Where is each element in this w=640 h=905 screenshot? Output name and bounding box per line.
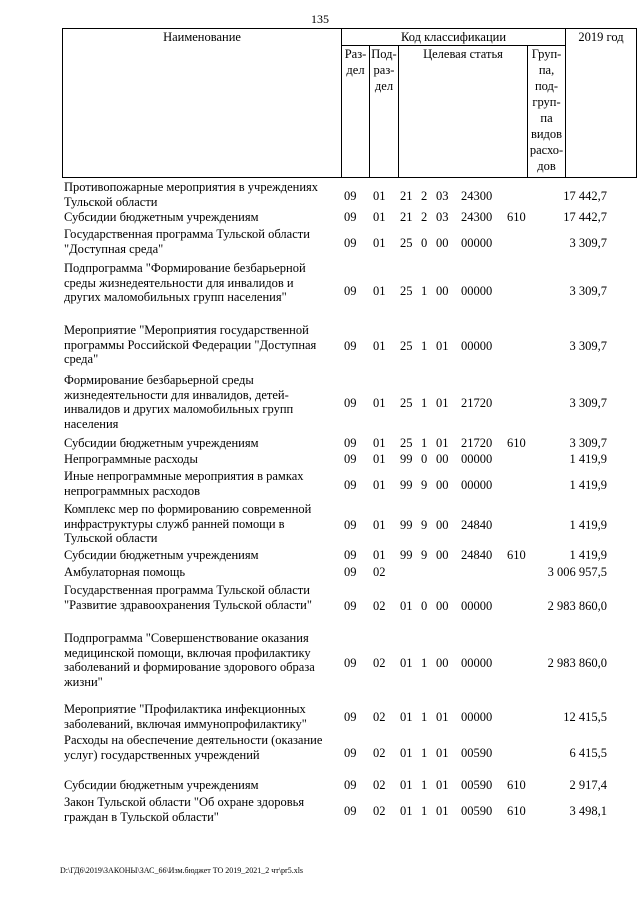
row-code-3: 25 (400, 396, 413, 410)
row-code-6: 00000 (461, 478, 493, 492)
row-name: Расходы на обеспечение деятельности (оказание услуг) государственных учреждений (64, 733, 323, 762)
row-code-6: 00590 (461, 746, 493, 760)
row-code-2: 02 (373, 746, 386, 760)
row-name: Субсидии бюджетным учреждениям (64, 778, 259, 792)
row-code-2: 01 (373, 548, 386, 562)
row-name: Формирование безбарьерной среды жизнедеятельности для инвалидов, детей-инвалидов и других маломобильных групп населения (64, 373, 294, 431)
row-code-2: 01 (373, 236, 386, 250)
row-code-5: 01 (436, 396, 449, 410)
row-amount: 6 415,5 (569, 746, 607, 760)
row-code-3: 25 (400, 436, 413, 450)
row-code-5: 00 (436, 236, 449, 250)
row-amount: 2 983 860,0 (547, 656, 607, 670)
row-amount: 3 309,7 (569, 236, 607, 250)
row-code-4: 9 (421, 478, 428, 492)
row-code-4: 0 (421, 452, 428, 466)
header-target: Целевая статья (399, 46, 528, 178)
row-code-5: 01 (436, 778, 449, 792)
row-code-4: 1 (421, 396, 428, 410)
row-amount: 3 498,1 (569, 804, 607, 818)
row-name: Мероприятие "Мероприятия государственной программы Российской Федерации "Доступная среда" (64, 323, 317, 366)
row-name: Амбулаторная помощь (64, 565, 186, 579)
row-code-3: 25 (400, 236, 413, 250)
row-code-1: 09 (344, 746, 357, 760)
row-name: Закон Тульской области "Об охране здоровья граждан в Тульской области" (64, 795, 305, 824)
row-code-5: 01 (436, 339, 449, 353)
row-amount: 1 419,9 (569, 478, 607, 492)
row-name: Субсидии бюджетным учреждениям (64, 210, 259, 224)
row-name: Мероприятие "Профилактика инфекционных заболеваний, включая иммунопрофилактику" (64, 702, 307, 731)
row-code-1: 09 (344, 548, 357, 562)
row-code-1: 09 (344, 236, 357, 250)
row-code-4: 1 (421, 656, 428, 670)
row-name: Государственная программа Тульской области "Развитие здравоохранения Тульской области" (64, 583, 312, 612)
row-code-4: 1 (421, 746, 428, 760)
row-code-5: 00 (436, 518, 449, 532)
row-code-4: 1 (421, 284, 428, 298)
row-code-2: 01 (373, 518, 386, 532)
row-amount: 2 983 860,0 (547, 599, 607, 613)
header-name: Наименование (63, 29, 342, 178)
row-name: Непрограммные расходы (64, 452, 198, 466)
row-code-5: 03 (436, 189, 449, 203)
row-code-3: 01 (400, 656, 413, 670)
header-section: Раз- дел (342, 46, 370, 178)
row-code-3: 25 (400, 339, 413, 353)
row-name: Субсидии бюджетным учреждениям (64, 436, 259, 450)
page-number: 135 (311, 12, 329, 26)
row-code-1: 09 (344, 710, 357, 724)
row-code-5: 00 (436, 656, 449, 670)
row-amount: 12 415,5 (563, 710, 607, 724)
row-code-7: 610 (507, 804, 526, 818)
row-name: Иные непрограммные мероприятия в рамках непрограммных расходов (64, 469, 304, 498)
row-code-4: 1 (421, 778, 428, 792)
row-code-1: 09 (344, 189, 357, 203)
row-code-1: 09 (344, 284, 357, 298)
row-code-5: 01 (436, 710, 449, 724)
row-name: Государственная программа Тульской области "Доступная среда" (64, 227, 310, 256)
row-code-3: 99 (400, 478, 413, 492)
row-code-3: 01 (400, 778, 413, 792)
row-code-7: 610 (507, 548, 526, 562)
header-code: Код классификации (342, 29, 566, 46)
row-code-2: 01 (373, 339, 386, 353)
row-code-5: 00 (436, 284, 449, 298)
row-code-4: 1 (421, 710, 428, 724)
row-name: Противопожарные мероприятия в учреждениях Тульской области (64, 180, 319, 209)
row-code-5: 00 (436, 452, 449, 466)
row-name: Подпрограмма "Формирование безбарьерной среды жизнедеятельности для инвалидов и других маломобильных групп населения" (64, 261, 306, 304)
row-code-1: 09 (344, 518, 357, 532)
row-code-6: 24840 (461, 518, 493, 532)
row-code-2: 01 (373, 478, 386, 492)
row-amount: 3 309,7 (569, 284, 607, 298)
row-code-1: 09 (344, 804, 357, 818)
row-code-6: 00000 (461, 236, 493, 250)
row-code-3: 01 (400, 710, 413, 724)
row-code-2: 02 (373, 710, 386, 724)
row-code-3: 99 (400, 518, 413, 532)
row-code-6: 00000 (461, 710, 493, 724)
row-code-2: 01 (373, 396, 386, 410)
row-amount: 3 006 957,5 (547, 565, 607, 579)
row-code-4: 1 (421, 339, 428, 353)
row-code-2: 01 (373, 189, 386, 203)
row-code-1: 09 (344, 599, 357, 613)
row-code-3: 21 (400, 189, 413, 203)
row-amount: 3 309,7 (569, 396, 607, 410)
row-code-2: 01 (373, 284, 386, 298)
row-code-2: 01 (373, 210, 386, 224)
row-code-6: 24300 (461, 189, 493, 203)
row-code-6: 00000 (461, 284, 493, 298)
row-code-1: 09 (344, 778, 357, 792)
row-code-3: 99 (400, 548, 413, 562)
row-code-2: 02 (373, 804, 386, 818)
row-code-3: 01 (400, 599, 413, 613)
row-code-6: 21720 (461, 436, 493, 450)
row-code-3: 25 (400, 284, 413, 298)
row-amount: 1 419,9 (569, 452, 607, 466)
row-amount: 3 309,7 (569, 436, 607, 450)
row-code-6: 00000 (461, 599, 493, 613)
row-code-5: 01 (436, 436, 449, 450)
row-code-4: 2 (421, 189, 428, 203)
row-code-6: 24840 (461, 548, 493, 562)
row-code-1: 09 (344, 452, 357, 466)
row-amount: 1 419,9 (569, 548, 607, 562)
row-code-6: 24300 (461, 210, 493, 224)
row-code-3: 21 (400, 210, 413, 224)
table-header (62, 28, 637, 178)
row-code-4: 1 (421, 436, 428, 450)
row-code-5: 00 (436, 478, 449, 492)
row-code-1: 09 (344, 396, 357, 410)
row-code-1: 09 (344, 478, 357, 492)
row-code-1: 09 (344, 436, 357, 450)
row-code-4: 9 (421, 548, 428, 562)
row-code-6: 00590 (461, 778, 493, 792)
row-code-2: 02 (373, 565, 386, 579)
row-code-2: 01 (373, 452, 386, 466)
row-code-6: 00000 (461, 656, 493, 670)
row-amount: 2 917,4 (569, 778, 607, 792)
row-code-4: 0 (421, 236, 428, 250)
row-code-3: 99 (400, 452, 413, 466)
row-code-2: 01 (373, 436, 386, 450)
row-amount: 17 442,7 (563, 210, 607, 224)
row-code-7: 610 (507, 778, 526, 792)
row-code-4: 1 (421, 804, 428, 818)
row-code-3: 01 (400, 746, 413, 760)
row-amount: 3 309,7 (569, 339, 607, 353)
header-group: Груп- па, под- груп- па видов расхо- дов (528, 46, 566, 178)
row-code-5: 03 (436, 210, 449, 224)
row-code-5: 00 (436, 599, 449, 613)
row-code-6: 21720 (461, 396, 493, 410)
header-subsection: Под- раз- дел (370, 46, 399, 178)
row-code-5: 01 (436, 804, 449, 818)
row-code-1: 09 (344, 210, 357, 224)
row-code-1: 09 (344, 656, 357, 670)
row-code-6: 00000 (461, 339, 493, 353)
row-name: Комплекс мер по формированию современной инфраструктуры служб ранней помощи в Тульской области (64, 502, 312, 545)
row-code-5: 00 (436, 548, 449, 562)
row-code-4: 9 (421, 518, 428, 532)
row-code-7: 610 (507, 210, 526, 224)
row-code-3: 01 (400, 804, 413, 818)
row-code-7: 610 (507, 436, 526, 450)
row-code-1: 09 (344, 339, 357, 353)
row-code-2: 02 (373, 599, 386, 613)
row-code-1: 09 (344, 565, 357, 579)
row-code-6: 00590 (461, 804, 493, 818)
row-amount: 17 442,7 (563, 189, 607, 203)
row-code-6: 00000 (461, 452, 493, 466)
row-name: Субсидии бюджетным учреждениям (64, 548, 259, 562)
header-year: 2019 год (566, 29, 637, 178)
row-code-5: 01 (436, 746, 449, 760)
footer-path: D:\ГД6\2019\ЗАКОНЫ\ЗАС_66\Изм.бюджет ТО 2019_2021_2 чт\pr5.xls (60, 866, 304, 875)
row-name: Подпрограмма "Совершенствование оказания медицинской помощи, включая профилактику заболеваний и формирование здорового образа жизни" (64, 631, 315, 689)
row-code-2: 02 (373, 778, 386, 792)
row-code-2: 02 (373, 656, 386, 670)
row-code-4: 2 (421, 210, 428, 224)
row-code-4: 0 (421, 599, 428, 613)
row-amount: 1 419,9 (569, 518, 607, 532)
